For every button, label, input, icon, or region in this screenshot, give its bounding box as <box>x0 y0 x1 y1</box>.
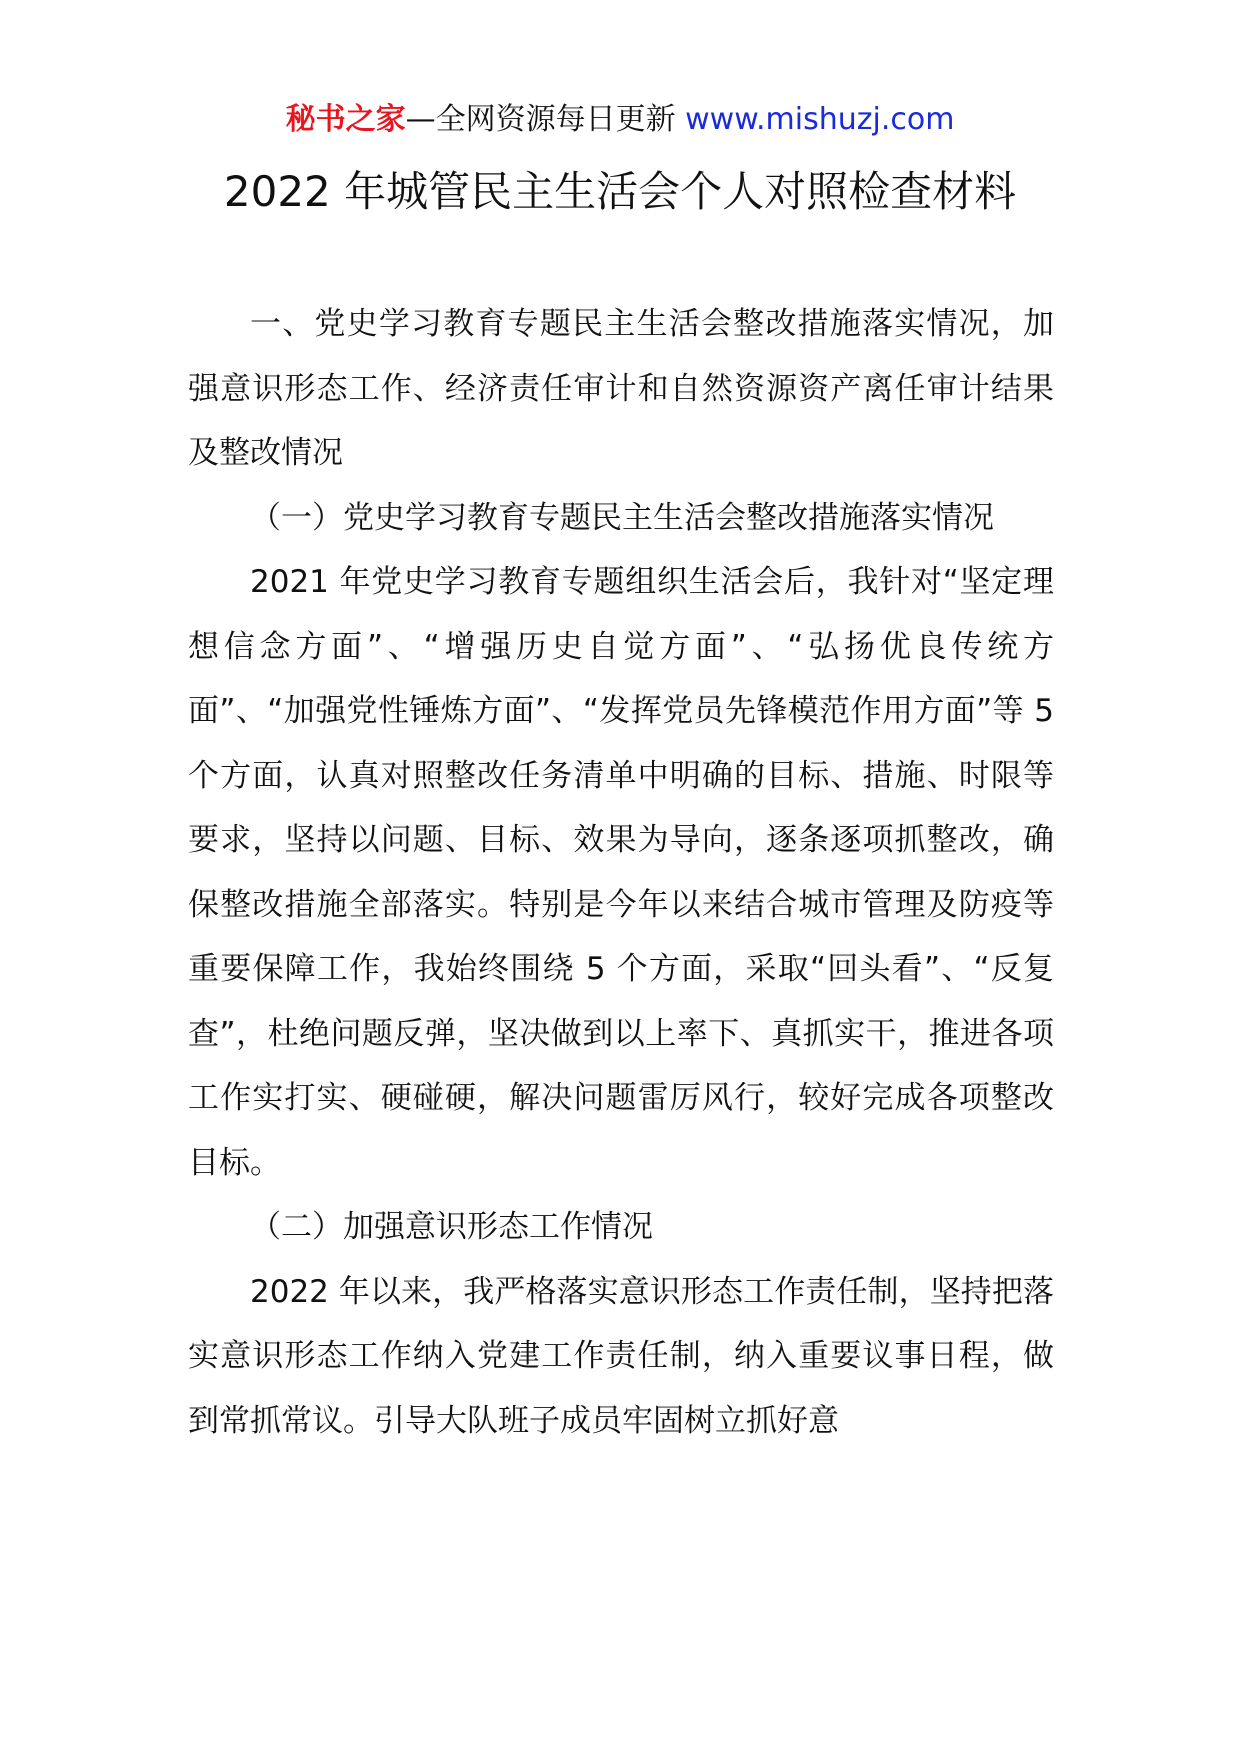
site-banner <box>0 100 1240 140</box>
subsection-heading-2: （二）加强意识形态工作情况 <box>250 1209 653 1245</box>
document-title: 2022 年城管民主生活会个人对照检查材料 <box>223 167 1017 216</box>
body-paragraph: 2022 年以来，我严格落实意识形态工作责任制，坚持把落实意识形态工作纳入党建工作责任制，纳入重要议事日程，做到常抓常议。引导大队班子成员牢固树立抓好意 <box>188 1273 1054 1439</box>
section-heading-1: 一、党史学习教育专题民主生活会整改措施落实情况，加强意识形态工作、经济责任审计和自然资源资产离任审计结果及整改情况 <box>188 306 1054 471</box>
subsection-heading-1: （一）党史学习教育专题民主生活会整改措施落实情况 <box>250 499 994 536</box>
brand-name: 秘书之家 <box>285 102 406 137</box>
banner-slogan: —全网资源每日更新 <box>405 102 676 137</box>
site-url-link[interactable]: www.mishuzj.com <box>685 102 955 137</box>
body-paragraph: 2021 年党史学习教育专题组织生活会后，我针对“坚定理想信念方面”、“增强历史自觉方面”、“弘扬优良传统方面”、“加强党性锤炼方面”、“发挥党员先锋模范作用方面”等 5 个方面，认真对照整改任务清单中明确的目标、措施、时限等要求，坚持以问题、目标、效果为导向，逐条逐项抓整改，确保整改措施全部落实。特别是今年以来结合城市管理及防疫等重要保障工作，我始终围绕 5 个方面，采取“回头看”、“反复查”，杜绝问题反弹，坚决做到以上率下、真抓实干，推进各项工作实打实、硬碰硬，解决问题雷厉风行，较好完成各项整改目标。 <box>188 564 1054 1181</box>
document-body <box>188 292 1054 1453</box>
